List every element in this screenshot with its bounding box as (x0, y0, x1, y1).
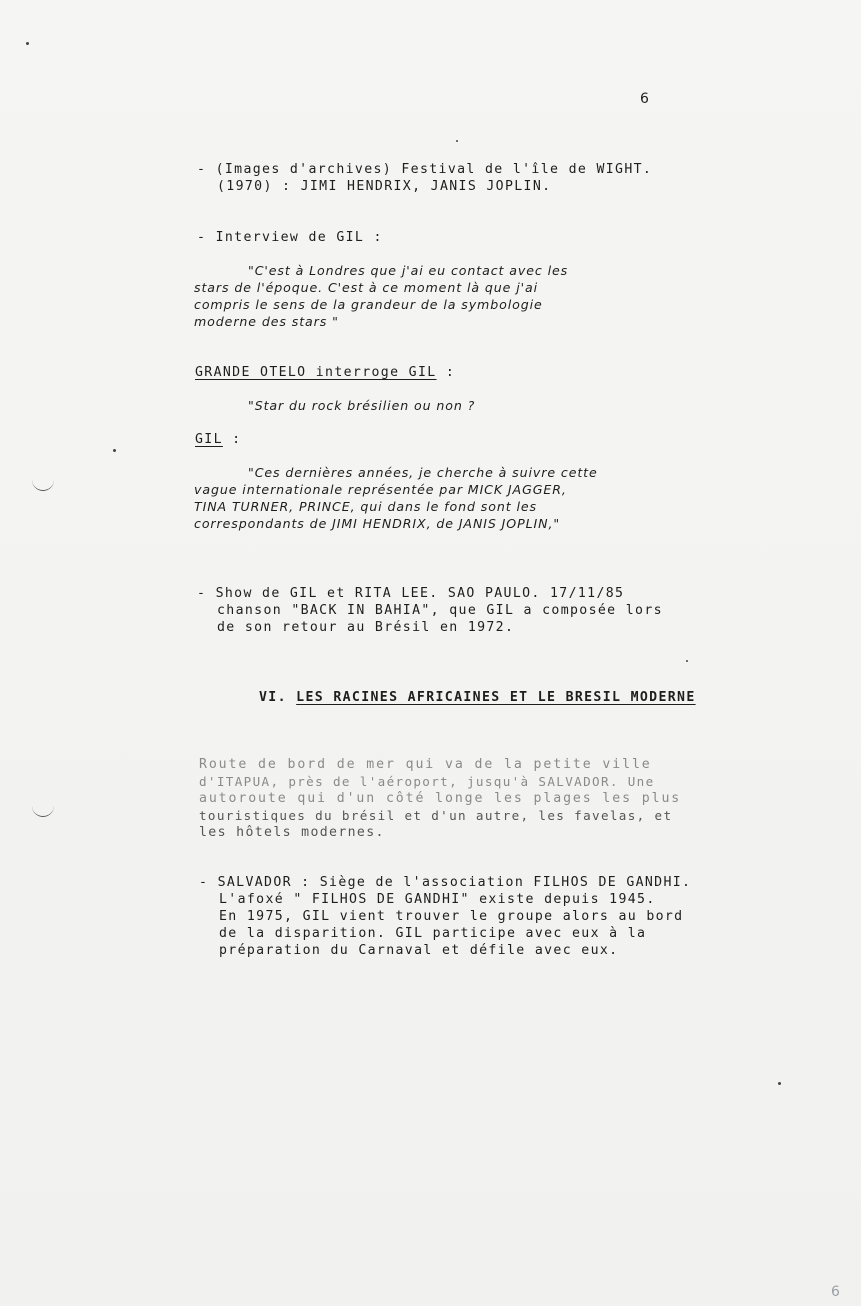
salvador-line-5: préparation du Carnaval et défile avec eux. (219, 943, 619, 958)
gil-heading: GIL : (195, 432, 242, 447)
interview-quote-line-4: moderne des stars " (194, 314, 339, 329)
show-line-3: de son retour au Brésil en 1972. (217, 620, 515, 635)
show-line-1: - Show de GIL et RITA LEE. SAO PAULO. 17/11/85 (197, 586, 625, 601)
punch-hole-mark (32, 480, 54, 491)
gil-quote-line-1: "Ces dernières années, je cherche à suivre cette (248, 465, 598, 480)
interview-heading: - Interview de GIL : (197, 230, 383, 245)
stray-mark (113, 449, 116, 452)
gil-quote-line-2: vague internationale représentée par MICK JAGGER, (194, 482, 567, 497)
salvador-line-1: - SALVADOR : Siège de l'association FILHOS DE GANDHI. (199, 875, 692, 890)
page-number: 6 (640, 91, 649, 107)
stray-mark (778, 1082, 781, 1085)
otelo-question-text: "Star du rock brésilien ou non ? (248, 398, 476, 413)
section-heading: VI. LES RACINES AFRICAINES ET LE BRESIL MODERNE (259, 690, 696, 705)
archive-images-line-2: (1970) : JIMI HENDRIX, JANIS JOPLIN. (217, 179, 552, 194)
salvador-line-4: de la disparition. GIL participe avec eux à la (219, 926, 647, 941)
interview-quote-line-2: stars de l'époque. C'est à ce moment là que j'ai (194, 280, 538, 295)
archive-images-line-1: - (Images d'archives) Festival de l'île de WIGHT. (197, 162, 653, 177)
route-line-2: d'ITAPUA, près de l'aéroport, jusqu'à SALVADOR. Une (199, 774, 655, 789)
interview-quote-line-3: compris le sens de la grandeur de la symbologie (194, 297, 543, 312)
punch-hole-mark (32, 806, 54, 817)
gil-quote-line-4: correspondants de JIMI HENDRIX, de JANIS JOPLIN," (194, 516, 561, 531)
route-line-1: Route de bord de mer qui va de la petite ville (199, 757, 652, 772)
gil-quote-line-3: TINA TURNER, PRINCE, qui dans le fond sont les (194, 499, 537, 514)
salvador-line-2: L'afoxé " FILHOS DE GANDHI" existe depuis 1945. (219, 892, 656, 907)
route-line-3: autoroute qui d'un côté longe les plages les plus (199, 791, 682, 806)
route-line-5: les hôtels modernes. (199, 825, 385, 840)
show-line-2: chanson "BACK IN BAHIA", que GIL a composée lors (217, 603, 663, 618)
corner-handwritten-mark: 6 (831, 1284, 840, 1300)
stray-mark (456, 140, 458, 142)
otelo-heading: GRANDE OTELO interroge GIL : (195, 365, 456, 380)
stray-mark (686, 660, 688, 662)
stray-mark (26, 42, 29, 45)
interview-quote-line-1: "C'est à Londres que j'ai eu contact avec les (248, 263, 569, 278)
route-line-4: touristiques du brésil et d'un autre, les favelas, et (199, 808, 673, 823)
salvador-line-3: En 1975, GIL vient trouver le groupe alors au bord (219, 909, 684, 924)
